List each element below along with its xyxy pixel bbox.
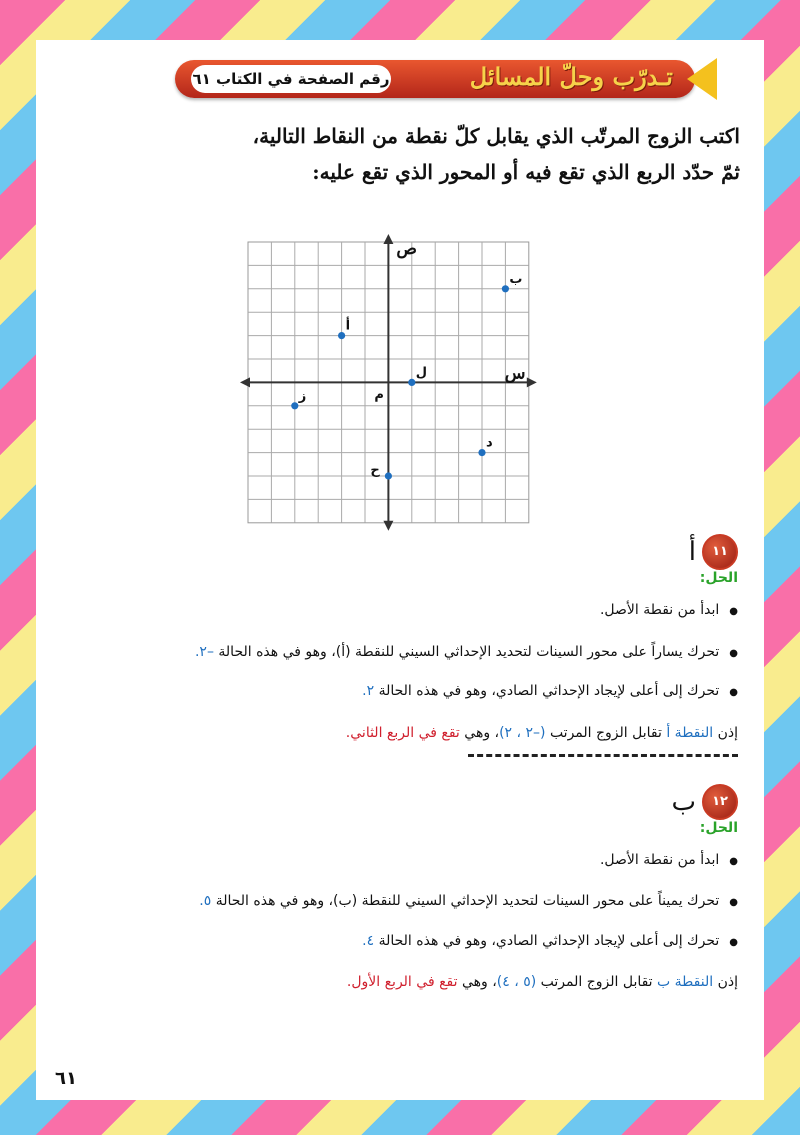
y-axis-up-arrow-icon <box>383 234 393 244</box>
problem-11-header <box>689 534 738 570</box>
conclusion-point: النقطة ب <box>657 974 714 990</box>
step-1 <box>78 852 738 868</box>
origin-label: م <box>374 387 384 403</box>
problem-letter: أ <box>688 537 696 567</box>
conclusion-11 <box>78 725 738 741</box>
graph-point <box>478 449 485 456</box>
problem-12-header <box>672 784 738 820</box>
problem-number-badge: ١٢ <box>702 784 738 820</box>
step-2 <box>78 893 738 909</box>
problem-number-badge: ١١ <box>702 534 738 570</box>
step-3 <box>78 683 738 699</box>
step-text: تحرك يميناً على محور السينات لتحديد الإحداثي السيني للنقطة (ب)، وهو في هذه الحالة <box>215 893 720 909</box>
ordered-pair: (–٢ ، ٢) <box>499 725 546 741</box>
point-label: أ <box>345 318 351 334</box>
step-value: ٢. <box>362 683 375 699</box>
conclusion-text: تقابل الزوج المرتب <box>549 725 662 741</box>
point-label: ح <box>370 463 380 478</box>
point-label: د <box>486 435 493 451</box>
coordinate-grid <box>212 204 538 534</box>
conclusion-text: تقابل الزوج المرتب <box>540 974 653 990</box>
step-text: تحرك يساراً على محور السينات لتحديد الإحداثي السيني للنقطة (أ)، وهو في هذه الحالة <box>218 644 720 660</box>
step-text: ابدأ من نقطة الأصل. <box>599 852 720 868</box>
conclusion-text: ، وهي <box>461 974 497 990</box>
graph-point <box>338 332 345 339</box>
point-label: ب <box>509 271 523 287</box>
section-banner <box>175 60 695 98</box>
conclusion-text: ، وهي <box>464 725 500 741</box>
point-label: ز <box>298 388 307 404</box>
problem-letter: ب <box>671 787 696 817</box>
step-1 <box>78 602 738 618</box>
solution-label: الحل: <box>699 570 738 586</box>
step-value: ٥. <box>199 893 212 909</box>
step-text: ابدأ من نقطة الأصل. <box>599 602 720 618</box>
quadrant-result: تقع في الربع الثاني. <box>345 725 460 741</box>
step-2 <box>78 644 738 660</box>
y-axis-down-arrow-icon <box>383 521 393 531</box>
conclusion-12 <box>78 974 738 990</box>
page-number: ٦١ <box>55 1068 77 1089</box>
graph-point <box>502 285 509 292</box>
exercise-prompt <box>100 118 740 190</box>
conclusion-prefix: إذن <box>717 725 738 741</box>
prompt-line-1: اكتب الزوج المرتّب الذي يقابل كلّ نقطة من النقاط التالية، <box>252 124 740 148</box>
graph-point <box>408 379 415 386</box>
step-text: تحرك إلى أعلى لإيجاد الإحداثي الصادي، وهو في هذه الحالة <box>378 933 720 949</box>
book-page-reference: رقم الصفحة في الكتاب ٦١ <box>191 65 391 93</box>
step-value: ٤. <box>362 933 375 949</box>
conclusion-point: النقطة أ <box>666 725 714 741</box>
banner-title: تـدرّب وحلّ المسائل <box>469 62 673 91</box>
conclusion-prefix: إذن <box>717 974 738 990</box>
point-label: ل <box>415 365 428 381</box>
solution-label: الحل: <box>699 820 738 836</box>
x-axis-left-arrow-icon <box>240 377 250 387</box>
prompt-line-2: ثمّ حدّد الربع الذي تقع فيه أو المحور الذي تقع عليه: <box>312 160 740 184</box>
section-divider <box>468 754 738 757</box>
step-3 <box>78 933 738 949</box>
quadrant-result: تقع في الربع الأول. <box>346 974 458 990</box>
ordered-pair: (٥ ، ٤) <box>496 974 537 990</box>
x-axis-label: س <box>504 363 526 384</box>
graph-point <box>385 472 392 479</box>
graph-point <box>291 402 298 409</box>
step-value: –٢. <box>194 644 214 660</box>
x-axis-right-arrow-icon <box>527 377 537 387</box>
y-axis-label: ص <box>396 239 417 259</box>
banner-arrow-icon <box>687 58 717 100</box>
step-text: تحرك إلى أعلى لإيجاد الإحداثي الصادي، وهو في هذه الحالة <box>378 683 720 699</box>
